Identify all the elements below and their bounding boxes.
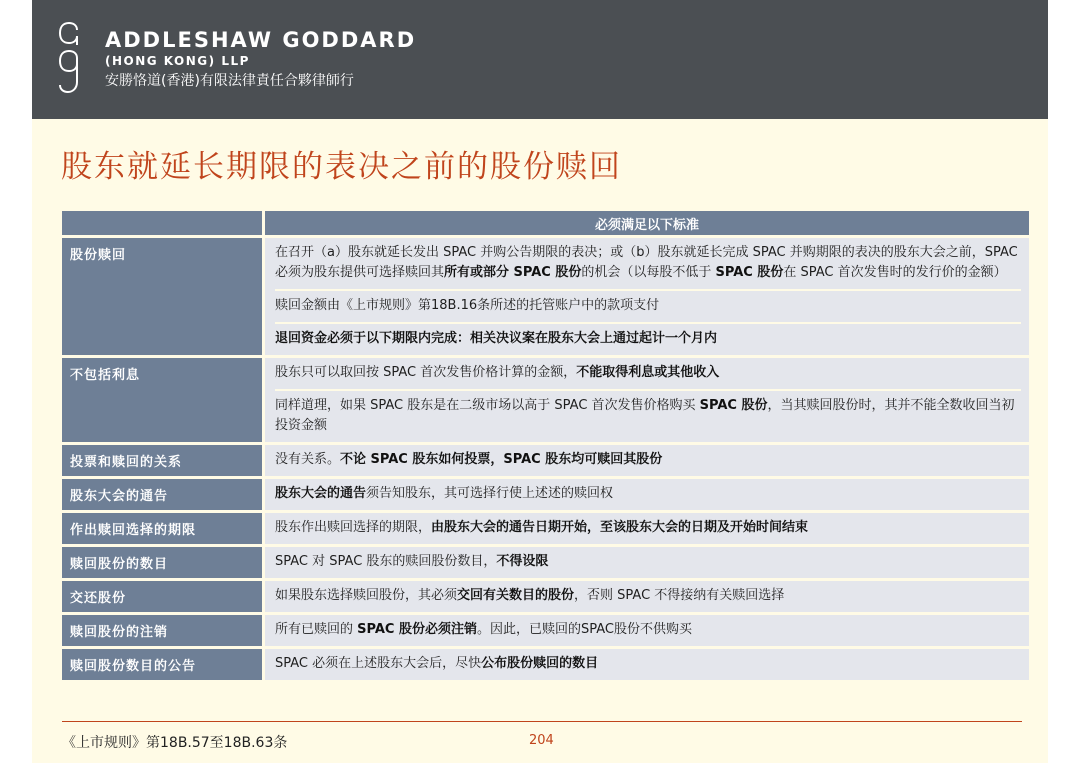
- row-content: [265, 445, 1029, 476]
- emphasis-text: 不论 SPAC 股东如何投票，SPAC 股东均可赎回其股份: [340, 452, 663, 467]
- firm-name: ADDLESHAW GODDARD: [105, 28, 417, 52]
- body-text: 的机会（以每股不低于: [581, 265, 716, 280]
- criteria-table: [62, 208, 1029, 683]
- firm-sub: (HONG KONG) LLP: [105, 54, 250, 68]
- criteria-table-wrapper: [62, 208, 1029, 683]
- emphasis-text: SPAC 股份: [699, 398, 768, 413]
- ag-monogram-icon: [58, 22, 80, 94]
- row-paragraph: [275, 652, 1021, 676]
- row-label: 作出赎回选择的期限: [62, 513, 265, 544]
- row-label: 赎回股份数目的公告: [62, 649, 265, 680]
- body-text: 股东只可以取回按 SPAC 首次发售价格计算的金额，: [275, 365, 577, 380]
- body-text: 在召开（a）股东就延长发出 SPAC 并购公告期限的表决；或（b）股东就延长完成 SPAC 并购期限的表决的股东大会之前，SPAC 必须为股东提供可选择赎回其: [275, 245, 1018, 280]
- row-paragraph: [275, 516, 1021, 540]
- table-header-row: [62, 211, 1029, 235]
- table-row: [62, 479, 1029, 510]
- emphasis-text: 不得设限: [496, 554, 549, 569]
- footer-reference: 《上市规则》第18B.57至18B.63条: [62, 735, 288, 751]
- page-number: 204: [529, 733, 554, 748]
- row-label: 赎回股份的数目: [62, 547, 265, 578]
- body-text: 股东作出赎回选择的期限，: [275, 520, 432, 535]
- row-paragraph: [275, 550, 1021, 574]
- row-content: [265, 238, 1029, 355]
- emphasis-text: 所有或部分 SPAC 股份: [444, 265, 582, 280]
- row-paragraph: [275, 618, 1021, 642]
- body-text: 如果股东选择赎回股份，其必须: [275, 588, 458, 603]
- row-paragraph: [275, 241, 1021, 285]
- table-row: [62, 513, 1029, 544]
- body-text: 须告知股东，其可选择行使上述述的赎回权: [366, 486, 614, 501]
- emphasis-text: 交回有关数目的股份: [457, 588, 575, 603]
- body-text: 在 SPAC 首次发售时的发行价的金额）: [783, 265, 1007, 280]
- slide: [32, 0, 1048, 763]
- row-paragraph: [275, 289, 1021, 318]
- table-header: 必须满足以下标准: [265, 211, 1029, 235]
- table-row: [62, 615, 1029, 646]
- page-title: 股东就延长期限的表决之前的股份赎回: [61, 149, 622, 185]
- row-paragraph: [275, 584, 1021, 608]
- body-text: 赎回金额由《上市规则》第18B.16条所述的托管账户中的款项支付: [275, 298, 660, 313]
- row-label: 赎回股份的注销: [62, 615, 265, 646]
- table-row: [62, 238, 1029, 355]
- row-label: 股份赎回: [62, 238, 265, 355]
- header-band: [32, 0, 1048, 119]
- body-text: ，否则 SPAC 不得接纳有关赎回选择: [574, 588, 785, 603]
- row-paragraph: [275, 482, 1021, 506]
- row-label: 不包括利息: [62, 358, 265, 442]
- emphasis-text: 股东大会的通告: [275, 486, 367, 501]
- table-row: [62, 649, 1029, 680]
- emphasis-text: 退回资金必须于以下期限内完成：相关决议案在股东大会上通过起计一个月内: [275, 331, 718, 346]
- row-label: 交还股份: [62, 581, 265, 612]
- row-content: [265, 513, 1029, 544]
- row-content: [265, 615, 1029, 646]
- body-text: SPAC 对 SPAC 股东的赎回股份数目，: [275, 554, 497, 569]
- row-paragraph: [275, 322, 1021, 351]
- table-body: [62, 238, 1029, 680]
- firm-name-chinese: 安勝恪道(香港)有限法律責任合夥律師行: [105, 73, 354, 89]
- body-text: 同样道理，如果 SPAC 股东是在二级市场以高于 SPAC 首次发售价格购买: [275, 398, 700, 413]
- row-paragraph: [275, 361, 1021, 385]
- row-content: [265, 649, 1029, 680]
- emphasis-text: SPAC 股份必须注销: [357, 622, 477, 637]
- row-content: [265, 547, 1029, 578]
- row-label: 投票和赎回的关系: [62, 445, 265, 476]
- row-paragraph: [275, 448, 1021, 472]
- table-row: [62, 358, 1029, 442]
- row-paragraph: [275, 389, 1021, 438]
- table-row: [62, 547, 1029, 578]
- emphasis-text: 不能取得利息或其他收入: [576, 365, 720, 380]
- row-label: 股东大会的通告: [62, 479, 265, 510]
- row-content: [265, 358, 1029, 442]
- table-row: [62, 581, 1029, 612]
- body-text: SPAC 必须在上述股东大会后，尽快: [275, 656, 482, 671]
- table-row: [62, 445, 1029, 476]
- row-content: [265, 581, 1029, 612]
- row-content: [265, 479, 1029, 510]
- body-text: 没有关系。: [275, 452, 341, 467]
- emphasis-text: SPAC 股份: [715, 265, 784, 280]
- table-header-blank: [62, 211, 265, 235]
- emphasis-text: 由股东大会的通告日期开始，至该股东大会的日期及开始时间结束: [431, 520, 809, 535]
- footer-divider: [62, 721, 1022, 722]
- body-text: ，当其赎回股份时，其并不能全数收回当初投资金额: [275, 398, 1015, 433]
- body-text: 所有已赎回的: [275, 622, 358, 637]
- body-text: 。因此，已赎回的SPAC股份不供购买: [476, 622, 692, 637]
- emphasis-text: 公布股份赎回的数目: [481, 656, 599, 671]
